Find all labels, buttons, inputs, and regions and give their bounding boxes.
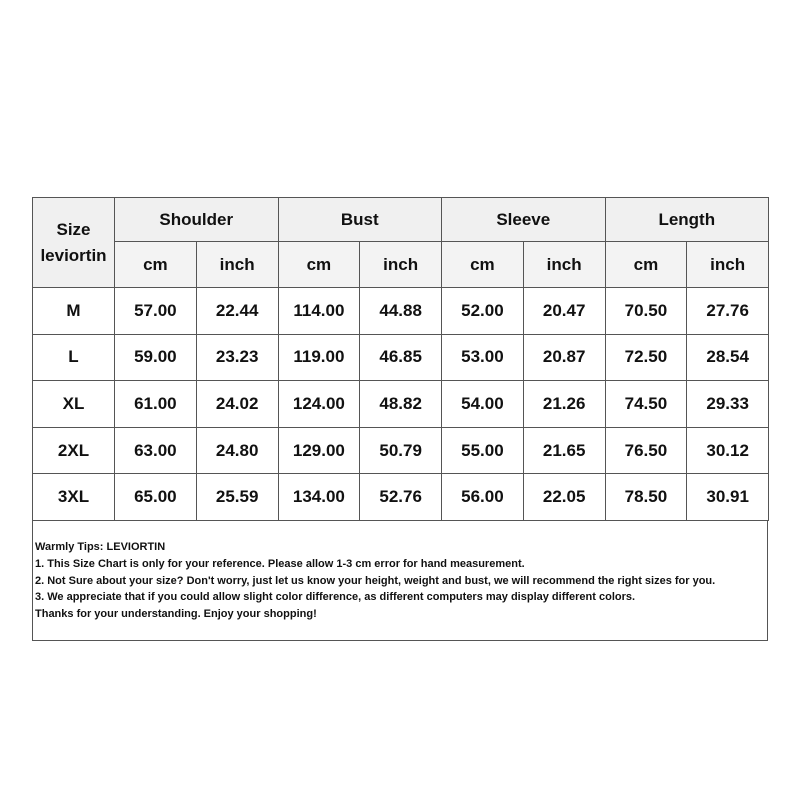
group-header-row [33,198,769,242]
shoulder-header: Shoulder [115,198,279,242]
value-cell: 70.50 [605,288,687,335]
size-cell: XL [33,381,115,428]
table-row [33,427,769,474]
value-cell: 23.23 [196,334,278,381]
size-chart [32,197,768,641]
value-cell: 56.00 [442,474,524,521]
value-cell: 134.00 [278,474,360,521]
value-cell: 61.00 [115,381,197,428]
tip-line: 3. We appreciate that if you could allow slight color difference, as different computers may display different colors. [35,591,636,604]
value-cell: 22.44 [196,288,278,335]
value-cell: 114.00 [278,288,360,335]
unit-header-inch: inch [196,242,278,288]
sleeve-header: Sleeve [442,198,606,242]
value-cell: 22.05 [523,474,605,521]
value-cell: 29.33 [687,381,769,428]
value-cell: 28.54 [687,334,769,381]
value-cell: 24.02 [196,381,278,428]
unit-header-inch: inch [687,242,769,288]
unit-header-inch: inch [360,242,442,288]
value-cell: 119.00 [278,334,360,381]
unit-header-cm: cm [278,242,360,288]
bust-header: Bust [278,198,442,242]
table-row [33,288,769,335]
brand-header-label: leviortin [40,245,107,265]
value-cell: 30.12 [687,427,769,474]
table-row [33,334,769,381]
unit-header-cm: cm [115,242,197,288]
value-cell: 25.59 [196,474,278,521]
length-header: Length [605,198,769,242]
value-cell: 52.76 [360,474,442,521]
value-cell: 46.85 [360,334,442,381]
size-header-label: Size [56,219,91,239]
size-cell: L [33,334,115,381]
value-cell: 27.76 [687,288,769,335]
size-table [32,197,769,521]
tips-box [32,521,768,641]
value-cell: 129.00 [278,427,360,474]
unit-header-row [33,242,769,288]
value-cell: 52.00 [442,288,524,335]
value-cell: 20.87 [523,334,605,381]
size-column-header [33,198,115,288]
size-cell: 3XL [33,474,115,521]
value-cell: 21.65 [523,427,605,474]
value-cell: 74.50 [605,381,687,428]
unit-header-inch: inch [523,242,605,288]
value-cell: 48.82 [360,381,442,428]
value-cell: 21.26 [523,381,605,428]
size-cell: M [33,288,115,335]
value-cell: 30.91 [687,474,769,521]
value-cell: 78.50 [605,474,687,521]
table-row [33,381,769,428]
value-cell: 59.00 [115,334,197,381]
value-cell: 63.00 [115,427,197,474]
value-cell: 50.79 [360,427,442,474]
value-cell: 55.00 [442,427,524,474]
value-cell: 24.80 [196,427,278,474]
value-cell: 44.88 [360,288,442,335]
value-cell: 72.50 [605,334,687,381]
value-cell: 65.00 [115,474,197,521]
table-row [33,474,769,521]
unit-header-cm: cm [605,242,687,288]
tips-title: Warmly Tips: LEVIORTIN [35,540,166,553]
tips-closing: Thanks for your understanding. Enjoy your shopping! [35,608,317,621]
value-cell: 20.47 [523,288,605,335]
size-cell: 2XL [33,427,115,474]
value-cell: 54.00 [442,381,524,428]
value-cell: 124.00 [278,381,360,428]
unit-header-cm: cm [442,242,524,288]
value-cell: 76.50 [605,427,687,474]
value-cell: 57.00 [115,288,197,335]
value-cell: 53.00 [442,334,524,381]
tip-line: 1. This Size Chart is only for your reference. Please allow 1-3 cm error for hand measurement. [35,557,525,570]
tip-line: 2. Not Sure about your size? Don't worry, just let us know your height, weight and bust, we will recommend the right sizes for you. [35,574,716,587]
